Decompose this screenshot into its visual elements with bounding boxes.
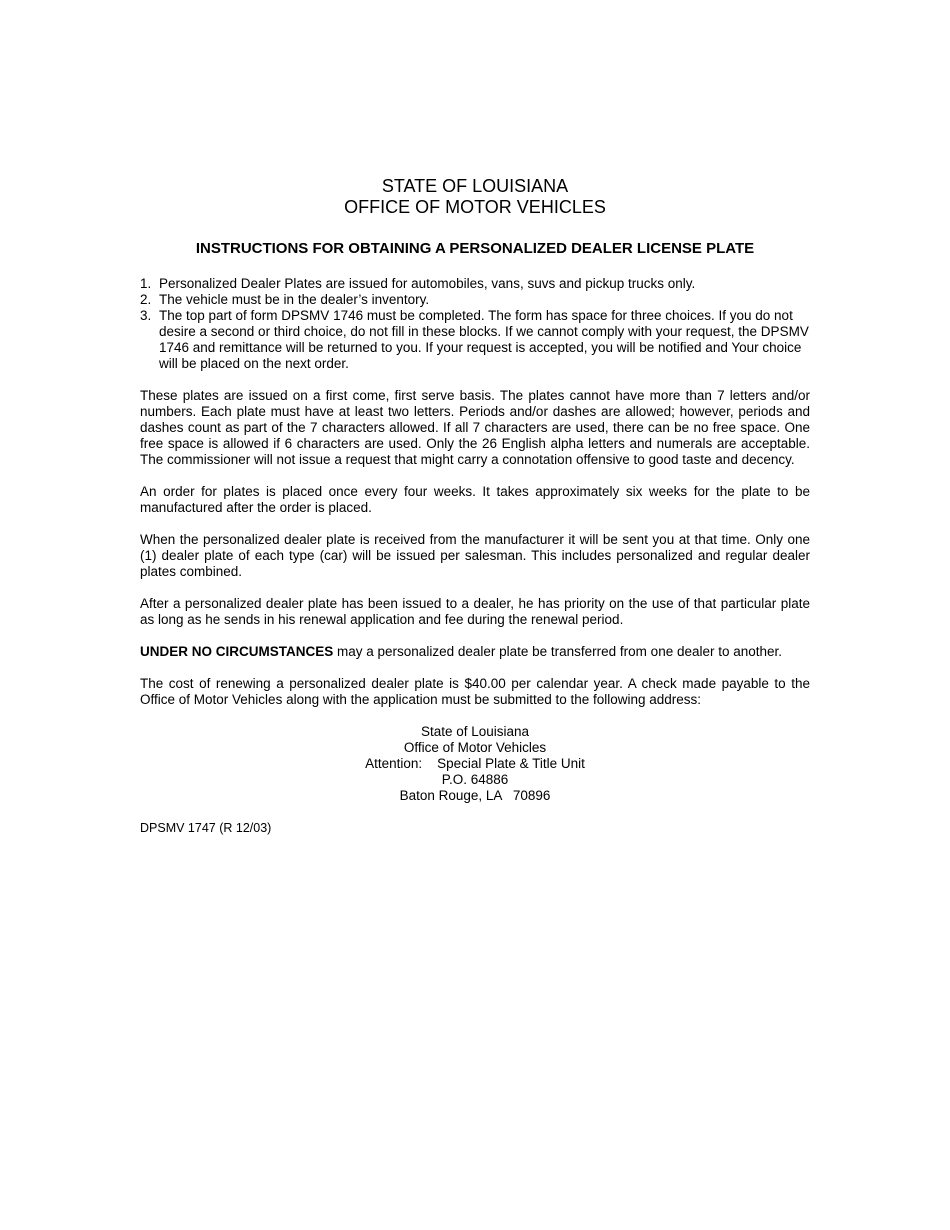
list-item <box>140 292 810 308</box>
list-item <box>140 308 810 372</box>
document-header <box>140 176 810 218</box>
steps-list <box>140 276 810 372</box>
priority-paragraph: After a personalized dealer plate has been issued to a dealer, he has priority on the use of that particular plate as long as he sends in his renewal application and fee during the renewal period. <box>140 596 810 627</box>
transfer-text: may a personalized dealer plate be transferred from one dealer to another. <box>333 644 783 659</box>
address-line: Office of Motor Vehicles <box>403 740 547 755</box>
office-title: OFFICE OF MOTOR VEHICLES <box>344 197 606 217</box>
step-text: The top part of form DPSMV 1746 must be completed. The form has space for three choices. If you do not desire a second or third choice, do not fill in these blocks. If we cannot comply with your request, the DPSMV 1746 and remittance will be returned to you. If your request is accepted, you will be notified and Your choice will be placed on the next order. <box>159 308 809 371</box>
document-page <box>140 176 810 836</box>
step-number: 2. <box>140 292 152 307</box>
transfer-warning: UNDER NO CIRCUMSTANCES <box>140 644 334 659</box>
address-line: State of Louisiana <box>420 724 530 739</box>
list-item <box>140 276 810 292</box>
step-number: 3. <box>140 308 152 323</box>
transfer-paragraph <box>140 644 810 660</box>
address-line: Attention: Special Plate & Title Unit <box>365 756 585 771</box>
state-title: STATE OF LOUISIANA <box>381 176 569 196</box>
delivery-paragraph: When the personalized dealer plate is received from the manufacturer it will be sent you at that time. Only one (1) dealer plate of each type (car) will be issued per salesman. This includes personalized and regular dealer plates combined. <box>140 532 810 579</box>
address-line: Baton Rouge, LA 70896 <box>399 788 551 803</box>
step-text: Personalized Dealer Plates are issued for automobiles, vans, suvs and pickup trucks only. <box>159 276 696 291</box>
address-line: P.O. 64886 <box>441 772 509 787</box>
instructions-heading: INSTRUCTIONS FOR OBTAINING A PERSONALIZED DEALER LICENSE PLATE <box>195 240 755 257</box>
plate-rules-paragraph: These plates are issued on a first come, first serve basis. The plates cannot have more than 7 letters and/or numbers. Each plate must have at least two letters. Periods and/or dashes are allowed; however, periods and dashes count as part of the 7 characters allowed. If all 7 characters are used, there can be no free space. One free space is allowed if 6 characters are used. Only the 26 English alpha letters and numerals are acceptable. The commissioner will not issue a request that might carry a connotation offensive to good taste and decency. <box>140 388 810 467</box>
renewal-cost-paragraph: The cost of renewing a personalized dealer plate is $40.00 per calendar year. A check made payable to the Office of Motor Vehicles along with the application must be submitted to the following address: <box>140 676 810 707</box>
mailing-address <box>140 724 810 804</box>
order-timing-paragraph: An order for plates is placed once every four weeks. It takes approximately six weeks for the plate to be manufactured after the order is placed. <box>140 484 810 515</box>
step-text: The vehicle must be in the dealer’s inventory. <box>159 292 430 307</box>
form-number: DPSMV 1747 (R 12/03) <box>140 821 272 835</box>
step-number: 1. <box>140 276 152 291</box>
